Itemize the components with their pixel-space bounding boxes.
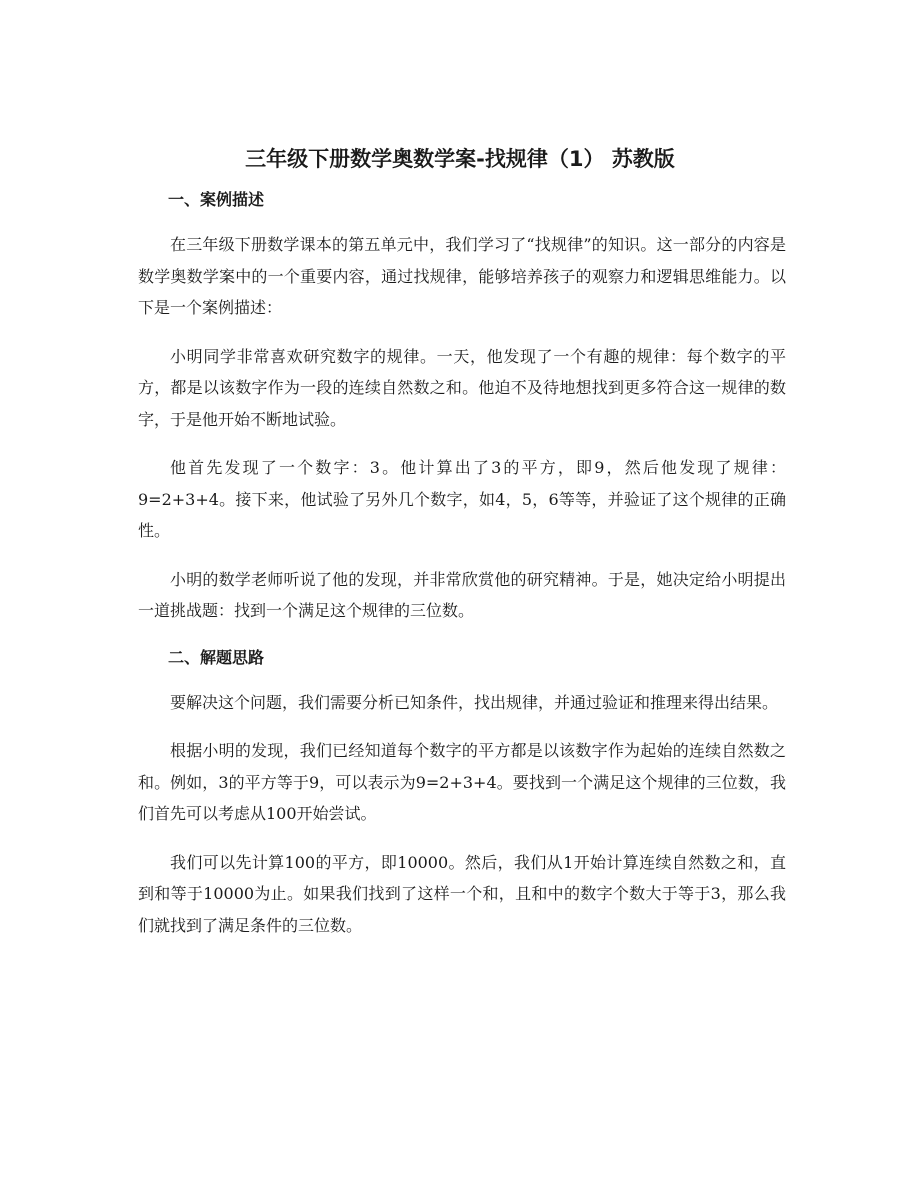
paragraph: 要解决这个问题，我们需要分析已知条件，找出规律，并通过验证和推理来得出结果。 — [170, 692, 779, 712]
document-body — [138, 186, 786, 958]
paragraph: 小明同学非常喜欢研究数字的规律。一天，他发现了一个有趣的规律：每个数字的平方，都是以该数字作为一段的连续自然数之和。他迫不及待地想找到更多符合这一规律的数字，于是他开始不断地试验。 — [138, 346, 786, 429]
section-heading: 二、解题思路 — [168, 647, 265, 667]
paragraph: 他首先发现了一个数字：3。他计算出了3的平方，即9，然后他发现了规律：9=2+3+4。接下来，他试验了另外几个数字，如4，5，6等等，并验证了这个规律的正确性。 — [138, 458, 786, 540]
paragraph: 小明的数学老师听说了他的发现，并非常欣赏他的研究精神。于是，她决定给小明提出一道挑战题：找到一个满足这个规律的三位数。 — [138, 569, 786, 620]
section-case-description — [138, 186, 786, 627]
section-solution-approach — [138, 644, 786, 942]
paragraph: 在三年级下册数学课本的第五单元中，我们学习了“找规律”的知识。这一部分的内容是数学奥数学案中的一个重要内容，通过找规律，能够培养孩子的观察力和逻辑思维能力。以下是一个案例描述： — [138, 235, 786, 317]
paragraph: 我们可以先计算100的平方，即10000。然后，我们从1开始计算连续自然数之和，直到和等于10000为止。如果我们找到了这样一个和，且和中的数字个数大于等于3，那么我们就找到了满足条件的三位数。 — [138, 852, 786, 935]
paragraph: 根据小明的发现，我们已经知道每个数字的平方都是以该数字作为起始的连续自然数之和。例如，3的平方等于9，可以表示为9=2+3+4。要找到一个满足这个规律的三位数，我们首先可以考虑从100开始尝试。 — [138, 741, 786, 823]
page-title: 三年级下册数学奥数学案-找规律（1） 苏教版 — [245, 147, 675, 171]
section-heading: 一、案例描述 — [168, 190, 265, 209]
